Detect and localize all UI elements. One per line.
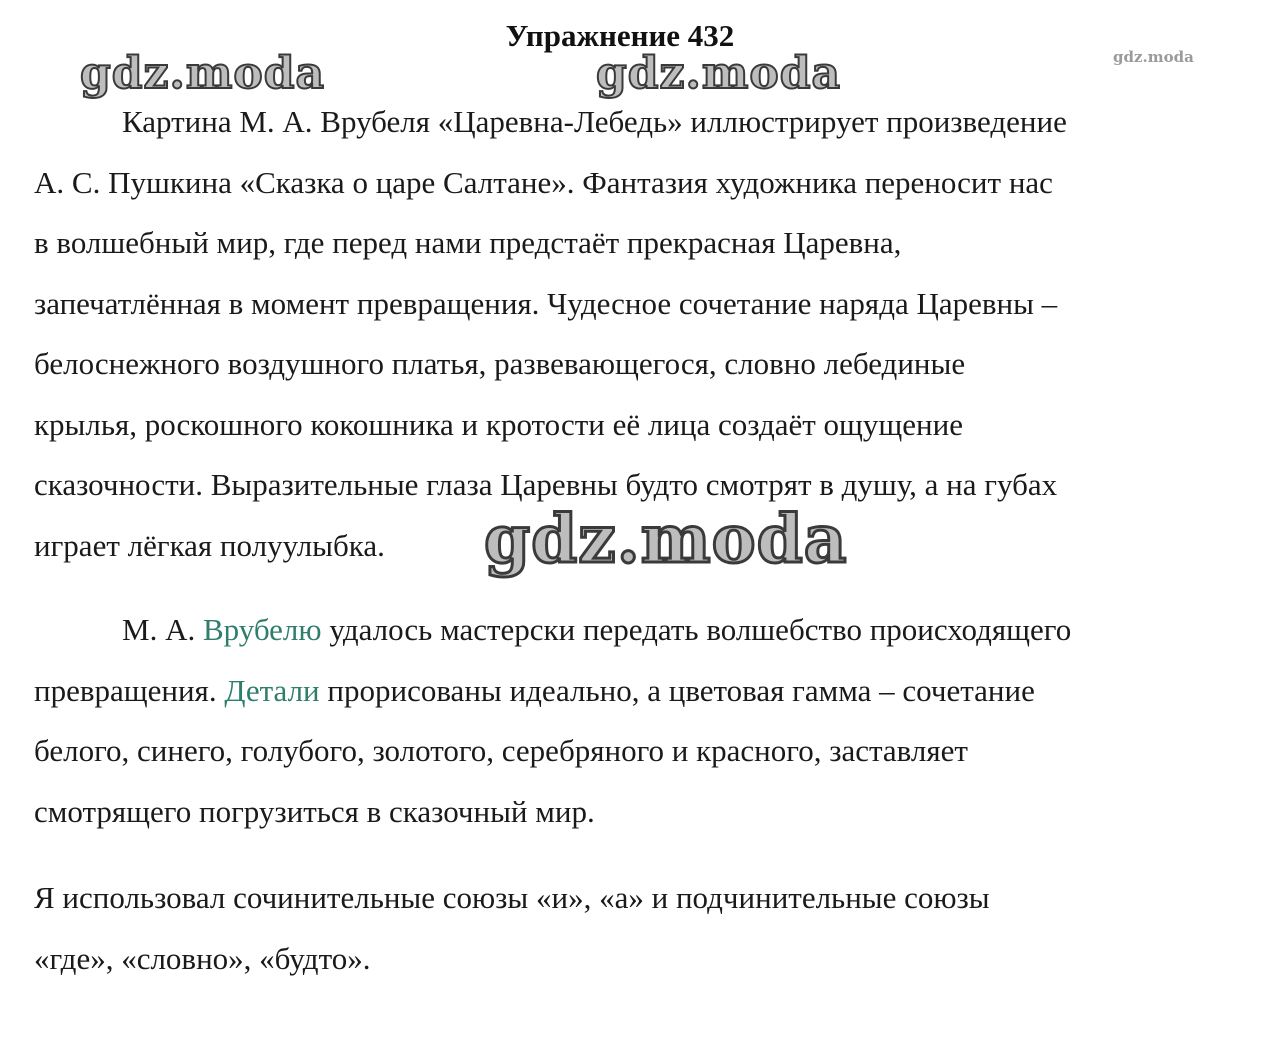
highlighted-word: Врубелю <box>202 612 322 647</box>
text-line: белоснежного воздушного платья, развевающегося, словно лебединые <box>34 346 966 381</box>
text-line: смотрящего погрузиться в сказочный мир. <box>34 793 595 829</box>
watermark-logo-small: gdz.moda <box>1113 48 1194 66</box>
text-line: запечатлённая в момент превращения. Чудесное сочетание наряда Царевны – <box>34 285 1058 321</box>
paragraph-technique <box>34 600 1224 842</box>
text-line: сказочности. Выразительные глаза Царевны будто смотрят в душу, а на губах <box>34 467 1058 502</box>
text-line: белого, синего, голубого, золотого, серебряного и красного, заставляет <box>34 733 968 768</box>
text-segment: превращения. <box>34 672 225 708</box>
text-segment: прорисованы идеально, а цветовая гамма – сочетание <box>319 672 1035 708</box>
highlighted-word: Детали <box>224 672 320 708</box>
text-segment: удалось мастерски передать волшебство происходящего <box>321 612 1072 647</box>
paragraph-conjunctions <box>34 868 1224 989</box>
text-line: играет лёгкая полуулыбка. <box>34 527 385 563</box>
watermark-logo: gdz.moda <box>596 48 842 99</box>
exercise-title: Упражнение 432 <box>505 18 735 53</box>
watermark-logo: gdz.moda <box>80 48 326 99</box>
text-line: А. С. Пушкина «Сказка о царе Салтане». Фантазия художника переносит нас <box>34 164 1053 200</box>
text-line: «где», «словно», «будто». <box>34 940 371 976</box>
text-segment: М. А. <box>122 612 203 647</box>
text-line <box>34 600 1224 661</box>
watermark-logo-large: gdz.moda <box>484 500 848 578</box>
text-line <box>34 661 1224 722</box>
text-line: в волшебный мир, где перед нами предстаёт прекрасная Царевна, <box>34 225 902 260</box>
text-line: Я использовал сочинительные союзы «и», «а» и подчинительные союзы <box>34 880 990 915</box>
text-line: Картина М. А. Врубеля «Царевна-Лебедь» иллюстрирует произведение <box>122 104 1067 139</box>
text-line: крылья, роскошного кокошника и кротости её лица создаёт ощущение <box>34 406 964 442</box>
